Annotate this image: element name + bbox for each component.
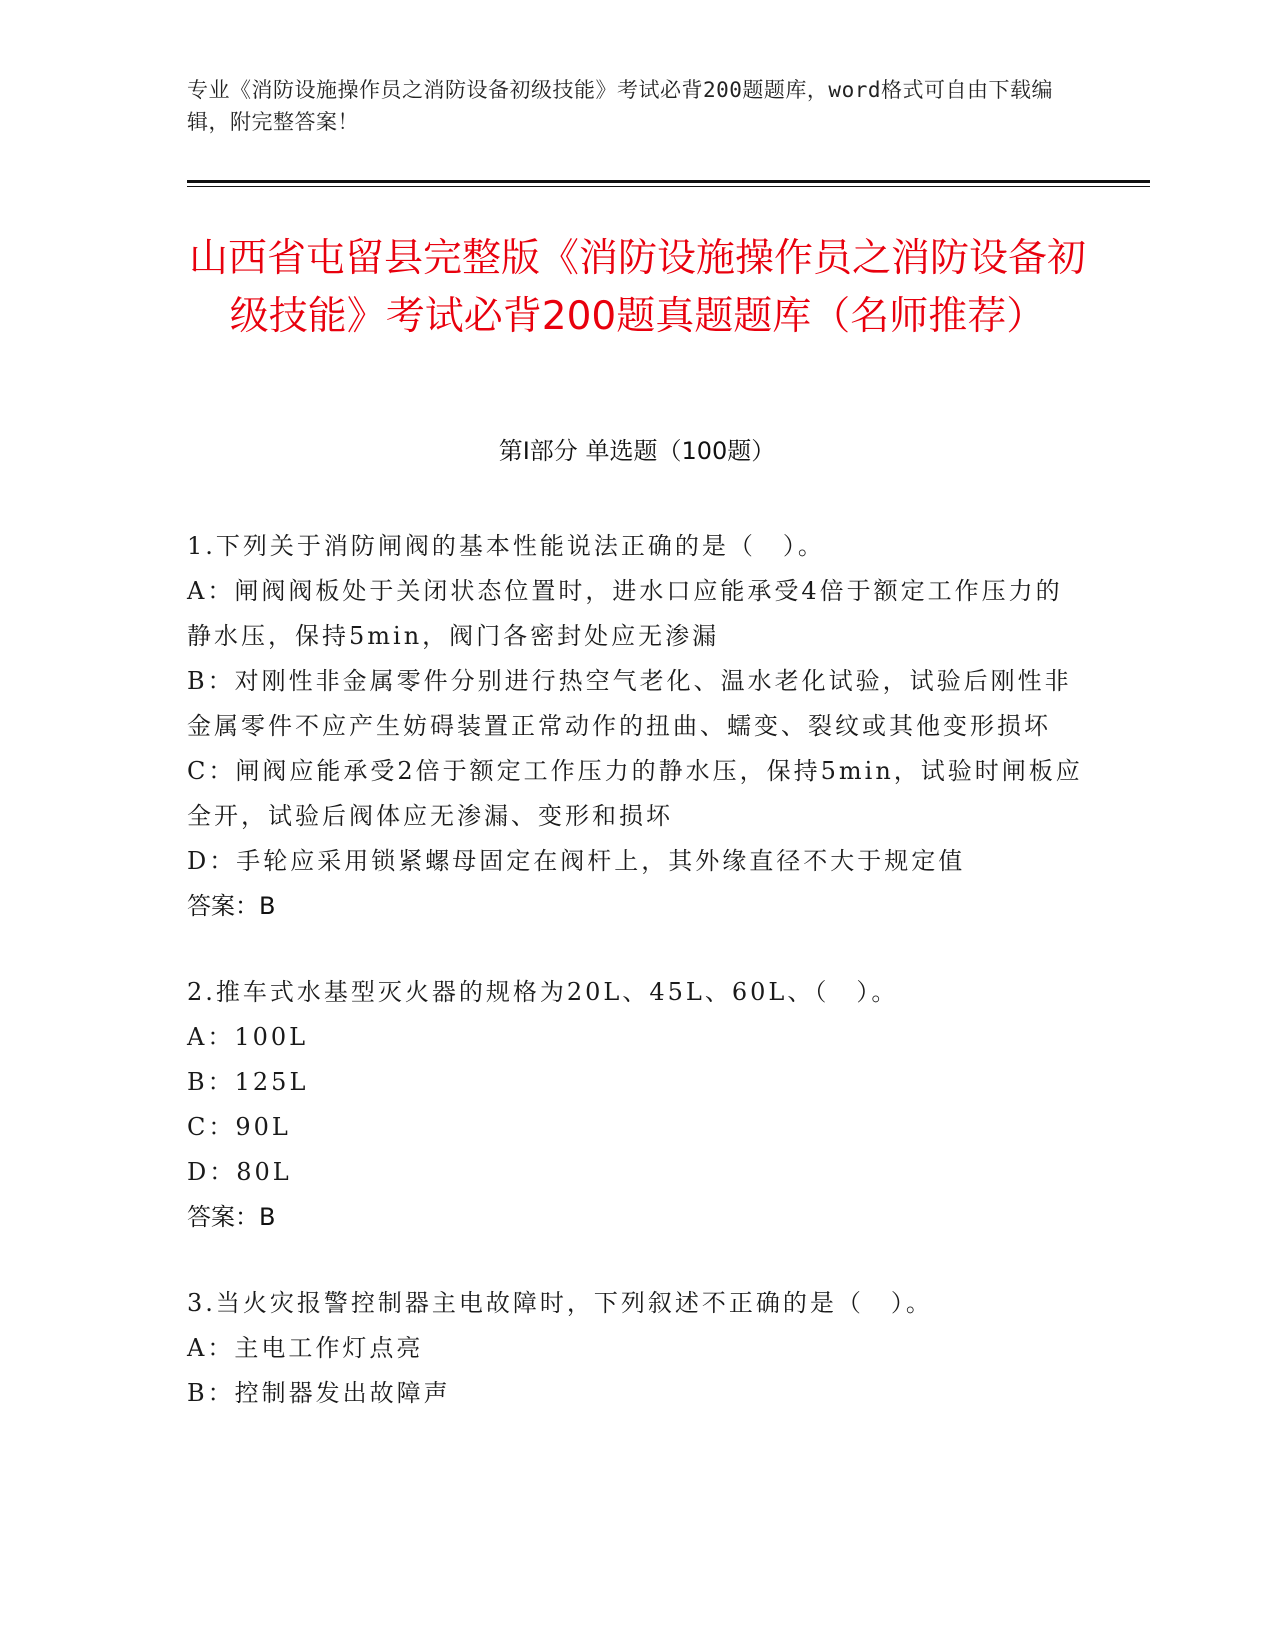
question-option-a: A：100L (187, 1023, 309, 1051)
question-option-c: C：90L (187, 1113, 291, 1141)
question-stem: 3.当火灾报警控制器主电故障时，下列叙述不正确的是（ ）。 (187, 1289, 933, 1317)
question-stem: 2.推车式水基型灭火器的规格为20L、45L、60L、（ ）。 (187, 978, 899, 1006)
question-stem: 1.下列关于消防闸阀的基本性能说法正确的是（ ）。 (187, 532, 825, 560)
document-title: 山西省屯留县完整版《消防设施操作员之消防设备初级技能》考试必背200题真题题库（名师推荐） (188, 236, 1086, 339)
question-answer: 答案：B (187, 892, 276, 920)
question-option-d: D：手轮应采用锁紧螺母固定在阀杆上，其外缘直径不大于规定值 (187, 847, 966, 875)
question-option-a: A：主电工作灯点亮 (187, 1334, 424, 1362)
question-item (187, 970, 1087, 1240)
question-option-a: A：闸阀阀板处于关闭状态位置时，进水口应能承受4倍于额定工作压力的静水压，保持5min，阀门各密封处应无渗漏 (187, 577, 1063, 650)
question-item (187, 524, 1087, 929)
question-item (187, 1281, 1087, 1416)
question-list (187, 524, 1087, 1457)
header-divider-thick (187, 180, 1150, 183)
question-option-b: B：控制器发出故障声 (187, 1379, 451, 1407)
question-option-c: C：闸阀应能承受2倍于额定工作压力的静水压，保持5min，试验时闸板应全开，试验后阀体应无渗漏、变形和损坏 (187, 757, 1083, 830)
header-note: 专业《消防设施操作员之消防设备初级技能》考试必背200题题库，word格式可自由下载编辑，附完整答案！ (187, 78, 1053, 134)
question-answer: 答案：B (187, 1203, 276, 1231)
header-divider-thin (187, 186, 1150, 187)
section-heading: 第Ⅰ部分 单选题（100题） (498, 437, 776, 465)
question-option-d: D：80L (187, 1158, 292, 1186)
question-option-b: B：125L (187, 1068, 309, 1096)
question-option-b: B：对刚性非金属零件分别进行热空气老化、温水老化试验，试验后刚性非金属零件不应产生妨碍装置正常动作的扭曲、蠕变、裂纹或其他变形损坏 (187, 667, 1072, 740)
